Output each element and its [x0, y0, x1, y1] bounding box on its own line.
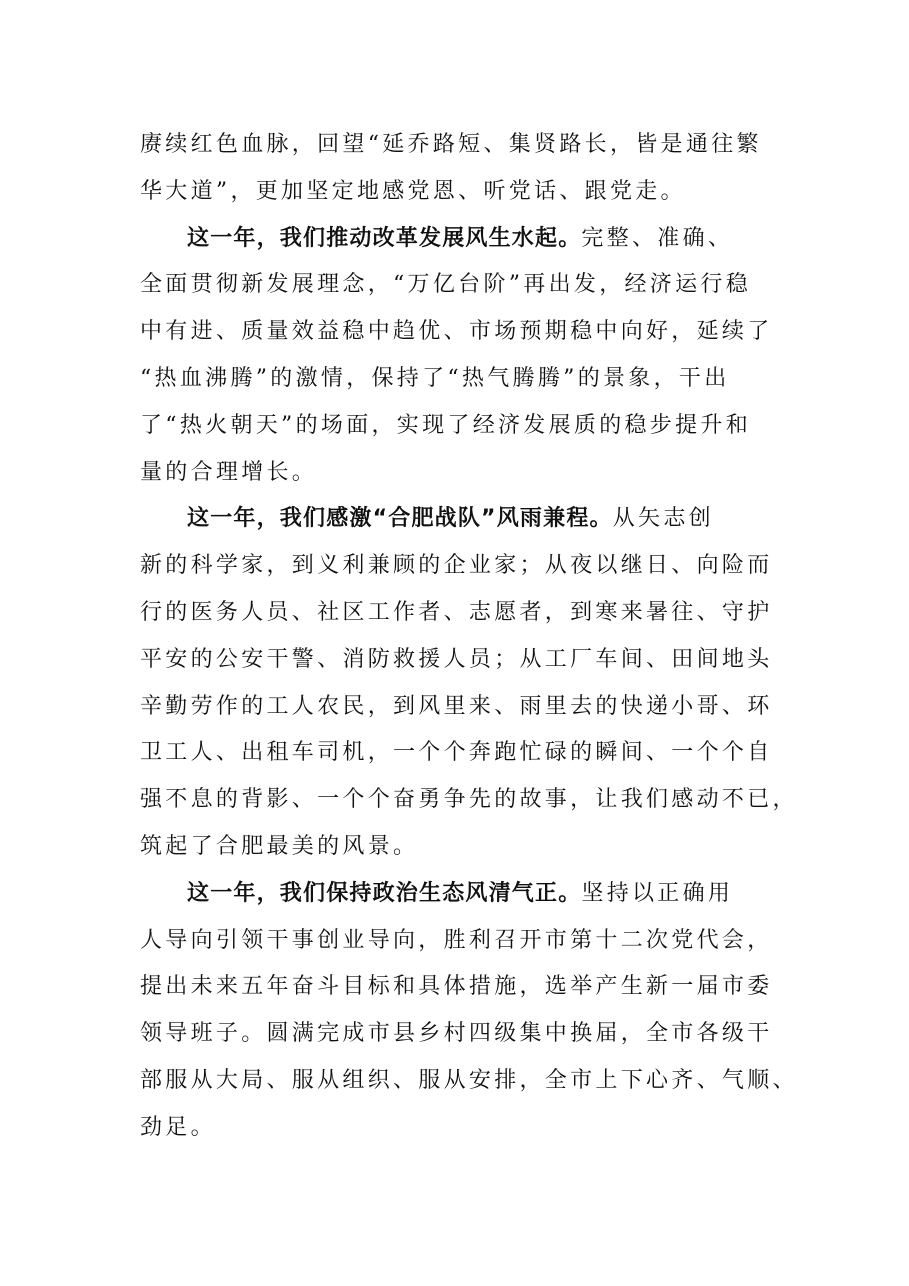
paragraph-text: 完整、准确、: [581, 225, 734, 251]
text-line: 人导向引领干事创业导向，胜利召开市第十二次党代会，: [140, 927, 773, 953]
text-line: 领导班子。圆满完成市县乡村四级集中换届，全市各级干: [140, 1021, 773, 1047]
text-line: 平安的公安干警、消防救援人员；从工厂车间、田间地头: [140, 646, 773, 672]
text-line: 劲足。: [140, 1114, 216, 1140]
text-line: 辛勤劳作的工人农民，到风里来、雨里去的快递小哥、环: [140, 693, 773, 719]
text-line: 行的医务人员、社区工作者、志愿者，到寒来暑往、守护: [140, 599, 773, 625]
text-line: 了“热火朝天”的场面，实现了经济发展质的稳步提升和: [140, 412, 751, 438]
paragraph-text: 从矢志创: [612, 506, 714, 532]
text-line: 部服从大局、服从组织、服从安排，全市上下心齐、气顺、: [140, 1067, 798, 1093]
paragraph-lead-sentence: 这一年，我们保持政治生态风清气正。: [187, 880, 582, 906]
text-line: 新的科学家，到义利兼顾的企业家；从夜以继日、向险而: [140, 553, 773, 579]
paragraph-first-line: [140, 496, 770, 543]
text-line: 提出未来五年奋斗目标和具体措施，选举产生新一届市委: [140, 974, 773, 1000]
paragraph-first-line: [140, 871, 770, 918]
paragraph-lead-sentence: 这一年，我们感激“合肥战队”风雨兼程。: [187, 506, 613, 532]
body-text: [140, 122, 798, 1152]
text-line: 量的合理增长。: [140, 459, 318, 485]
text-line: 强不息的背影、一个个奋勇争先的故事，让我们感动不已，: [140, 787, 798, 813]
text-line: 筑起了合肥最美的风景。: [140, 833, 419, 859]
text-line: 华大道”，更加坚定地感党恩、听党话、跟党走。: [140, 178, 686, 204]
paragraph-text: 坚持以正确用: [581, 880, 734, 906]
text-line: 中有进、质量效益稳中趋优、市场预期稳中向好，延续了: [140, 319, 773, 345]
paragraph-lead-sentence: 这一年，我们推动改革发展风生水起。: [187, 225, 582, 251]
text-line: 卫工人、出租车司机，一个个奔跑忙碌的瞬间、一个个自: [140, 740, 773, 766]
text-line: “热血沸腾”的激情，保持了“热气腾腾”的景象，干出: [140, 365, 730, 391]
text-line: 赓续红色血脉，回望“延乔路短、集贤路长，皆是通往繁: [140, 132, 762, 157]
paragraph-first-line: [140, 216, 770, 263]
text-line: 全面贯彻新发展理念，“万亿台阶”再出发，经济运行稳: [140, 272, 751, 298]
